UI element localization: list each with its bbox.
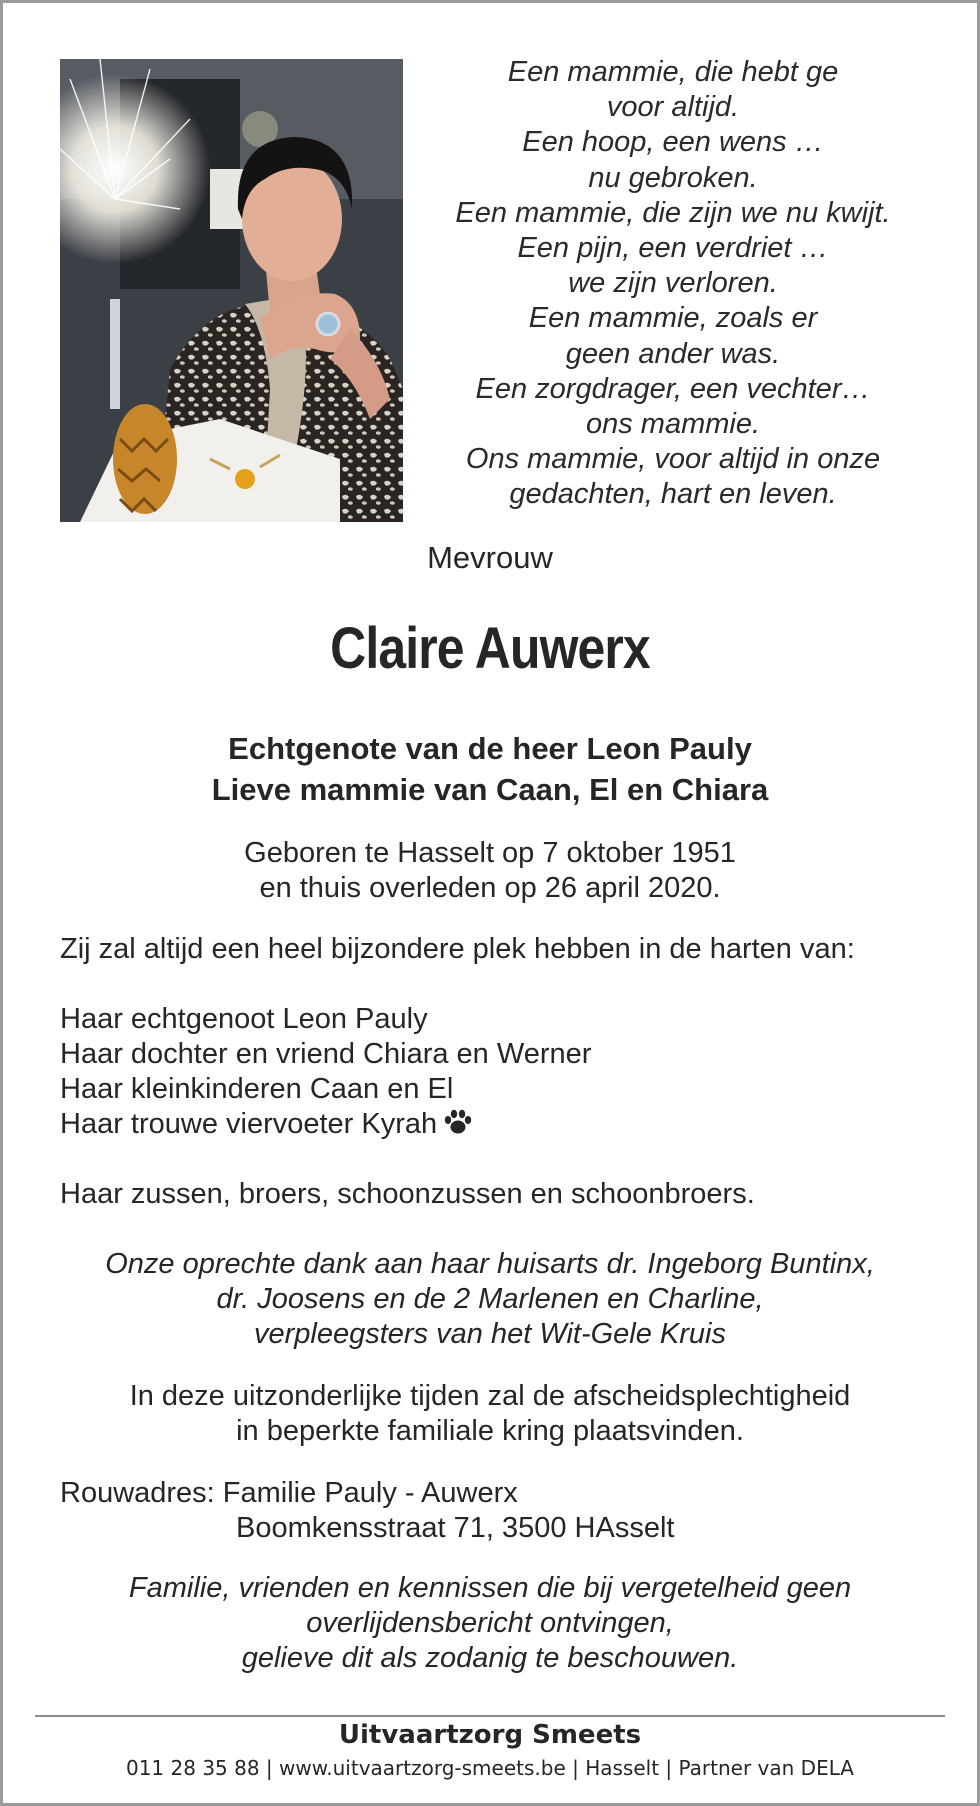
poem-line: ons mammie.: [585, 408, 761, 441]
portrait-illustration: [60, 59, 403, 522]
family-member: Haar echtgenoot Leon Pauly: [60, 1003, 428, 1035]
deceased-name: Claire Auwerx: [330, 616, 650, 681]
thanks-line: Onze oprechte dank aan haar huisarts dr. Ingeborg Buntinx,: [105, 1248, 875, 1280]
thanks-line: verpleegsters van het Wit-Gele Kruis: [254, 1318, 726, 1350]
paw-print-icon: [443, 1109, 473, 1135]
poem-line: Een zorgdrager, een vechter…: [475, 372, 871, 405]
title-prefix: Mevrouw: [427, 540, 553, 575]
family-member: Haar kleinkinderen Caan en El: [60, 1073, 454, 1105]
footnote-line: overlijdensbericht ontvingen,: [306, 1607, 674, 1639]
poem-line: voor altijd.: [606, 91, 740, 124]
poem-line: gedachten, hart en leven.: [509, 478, 837, 511]
siblings-line: Haar zussen, broers, schoonzussen en schoonbroers.: [60, 1178, 755, 1210]
family-member-label: Haar trouwe viervoeter Kyrah: [60, 1108, 438, 1140]
poem-line: Een hoop, een wens …: [522, 126, 824, 159]
family-member-pet: [60, 1108, 473, 1141]
ceremony-line: In deze uitzonderlijke tijden zal de afscheidsplechtigheid: [129, 1380, 851, 1412]
poem-line: geen ander was.: [565, 337, 781, 370]
divider: [35, 1715, 945, 1717]
mourning-address-label: Rouwadres: Familie Pauly - Auwerx: [60, 1477, 518, 1509]
relation-spouse: Echtgenote van de heer Leon Pauly: [228, 731, 752, 766]
undertaker-contact: 011 28 35 88 | www.uitvaartzorg-smeets.be | Hasselt | Partner van DELA: [125, 1756, 854, 1780]
poem: [423, 55, 923, 513]
footnote-line: Familie, vrienden en kennissen die bij vergetelheid geen: [128, 1572, 852, 1604]
poem-line: Een mammie, die zijn we nu kwijt.: [455, 196, 891, 229]
poem-line: Een mammie, zoals er: [528, 302, 818, 335]
poem-line: Een mammie, die hebt ge: [507, 56, 839, 88]
thanks-line: dr. Joosens en de 2 Marlenen en Charline,: [216, 1283, 764, 1315]
relation-children: Lieve mammie van Caan, El en Chiara: [211, 772, 769, 807]
birth-line: Geboren te Hasselt op 7 oktober 1951: [244, 837, 736, 869]
family-intro: Zij zal altijd een heel bijzondere plek hebben in de harten van:: [60, 933, 855, 965]
ceremony-line: in beperkte familiale kring plaatsvinden.: [236, 1415, 744, 1447]
poem-line: Ons mammie, voor altijd in onze: [465, 443, 881, 476]
poem-line: nu gebroken.: [588, 161, 758, 194]
footnote-line: gelieve dit als zodanig te beschouwen.: [241, 1642, 739, 1674]
poem-line: Een pijn, een verdriet …: [517, 232, 829, 265]
poem-line: we zijn verloren.: [568, 267, 778, 300]
death-line: en thuis overleden op 26 april 2020.: [259, 872, 721, 904]
mourning-address-street: Boomkensstraat 71, 3500 HAsselt: [236, 1512, 675, 1544]
portrait-photo: [60, 59, 403, 522]
family-member: Haar dochter en vriend Chiara en Werner: [60, 1038, 592, 1070]
undertaker-name: Uitvaartzorg Smeets: [338, 1720, 642, 1750]
